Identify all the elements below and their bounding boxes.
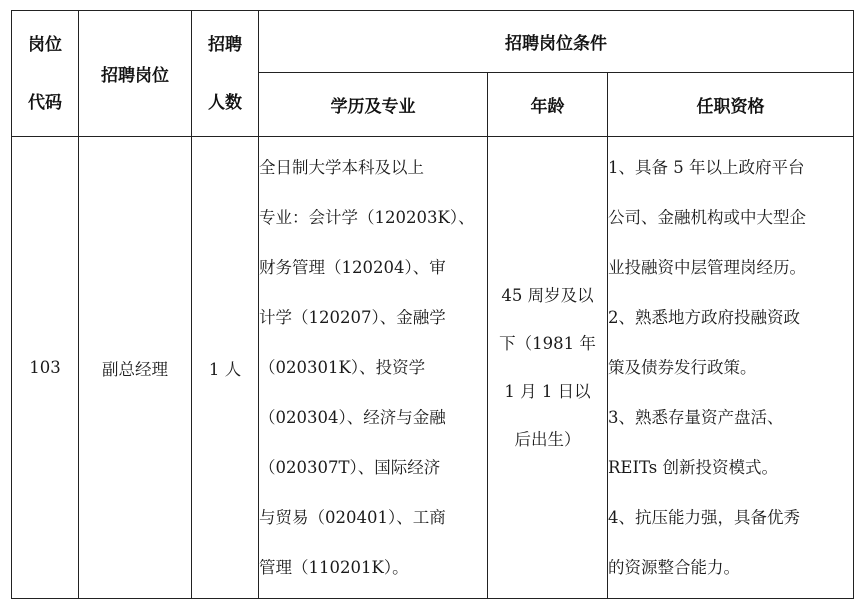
header-headcount-line2: 人数 bbox=[208, 92, 242, 113]
qualification-line: 业投融资中层管理岗经历。 bbox=[608, 257, 806, 277]
education-line: 全日制大学本科及以上 bbox=[259, 157, 424, 177]
header-qualifications: 任职资格 bbox=[608, 73, 854, 137]
cell-headcount: 1 人 bbox=[192, 137, 259, 599]
qualification-line: 策及债券发行政策。 bbox=[608, 357, 757, 377]
education-line: 财务管理（120204）、审 bbox=[259, 257, 446, 277]
education-line: 与贸易（020401）、工商 bbox=[259, 507, 446, 527]
qualification-line: 2、熟悉地方政府投融资政 bbox=[608, 307, 800, 327]
header-headcount bbox=[192, 11, 259, 137]
qualification-line: REITs 创新投资模式。 bbox=[608, 457, 779, 477]
education-line: （020304）、经济与金融 bbox=[259, 407, 446, 427]
header-row-top bbox=[12, 11, 854, 73]
recruitment-table bbox=[11, 10, 854, 599]
table-row bbox=[12, 137, 854, 599]
header-headcount-line1: 招聘 bbox=[208, 34, 242, 55]
qualification-line: 1、具备 5 年以上政府平台 bbox=[608, 157, 805, 177]
cell-age bbox=[488, 137, 608, 599]
header-position: 招聘岗位 bbox=[79, 11, 192, 137]
qualification-line: 3、熟悉存量资产盘活、 bbox=[608, 407, 784, 427]
education-line: （020301K）、投资学 bbox=[259, 357, 426, 377]
education-line: 专业：会计学（120203K）、 bbox=[259, 207, 475, 227]
header-age: 年龄 bbox=[488, 73, 608, 137]
cell-qualifications bbox=[608, 137, 854, 599]
age-line: 45 周岁及以 bbox=[501, 285, 594, 305]
cell-education-major bbox=[259, 137, 488, 599]
education-line: 计学（120207）、金融学 bbox=[259, 307, 446, 327]
age-line: 下（1981 年 bbox=[499, 333, 596, 353]
qualification-line: 的资源整合能力。 bbox=[608, 557, 740, 577]
header-conditions: 招聘岗位条件 bbox=[259, 11, 854, 73]
age-line: 后出生） bbox=[514, 429, 581, 449]
qualification-line: 公司、金融机构或中大型企 bbox=[608, 207, 806, 227]
qualification-line: 4、抗压能力强，具备优秀 bbox=[608, 507, 800, 527]
education-line: （020307T）、国际经济 bbox=[259, 457, 441, 477]
cell-position-code: 103 bbox=[12, 137, 79, 599]
header-position-code-line2: 代码 bbox=[28, 92, 62, 113]
header-position-code bbox=[12, 11, 79, 137]
education-line: 管理（110201K）。 bbox=[259, 557, 409, 577]
header-education-major: 学历及专业 bbox=[259, 73, 488, 137]
age-line: 1 月 1 日以 bbox=[504, 381, 591, 401]
header-position-code-line1: 岗位 bbox=[28, 34, 62, 55]
cell-position: 副总经理 bbox=[79, 137, 192, 599]
